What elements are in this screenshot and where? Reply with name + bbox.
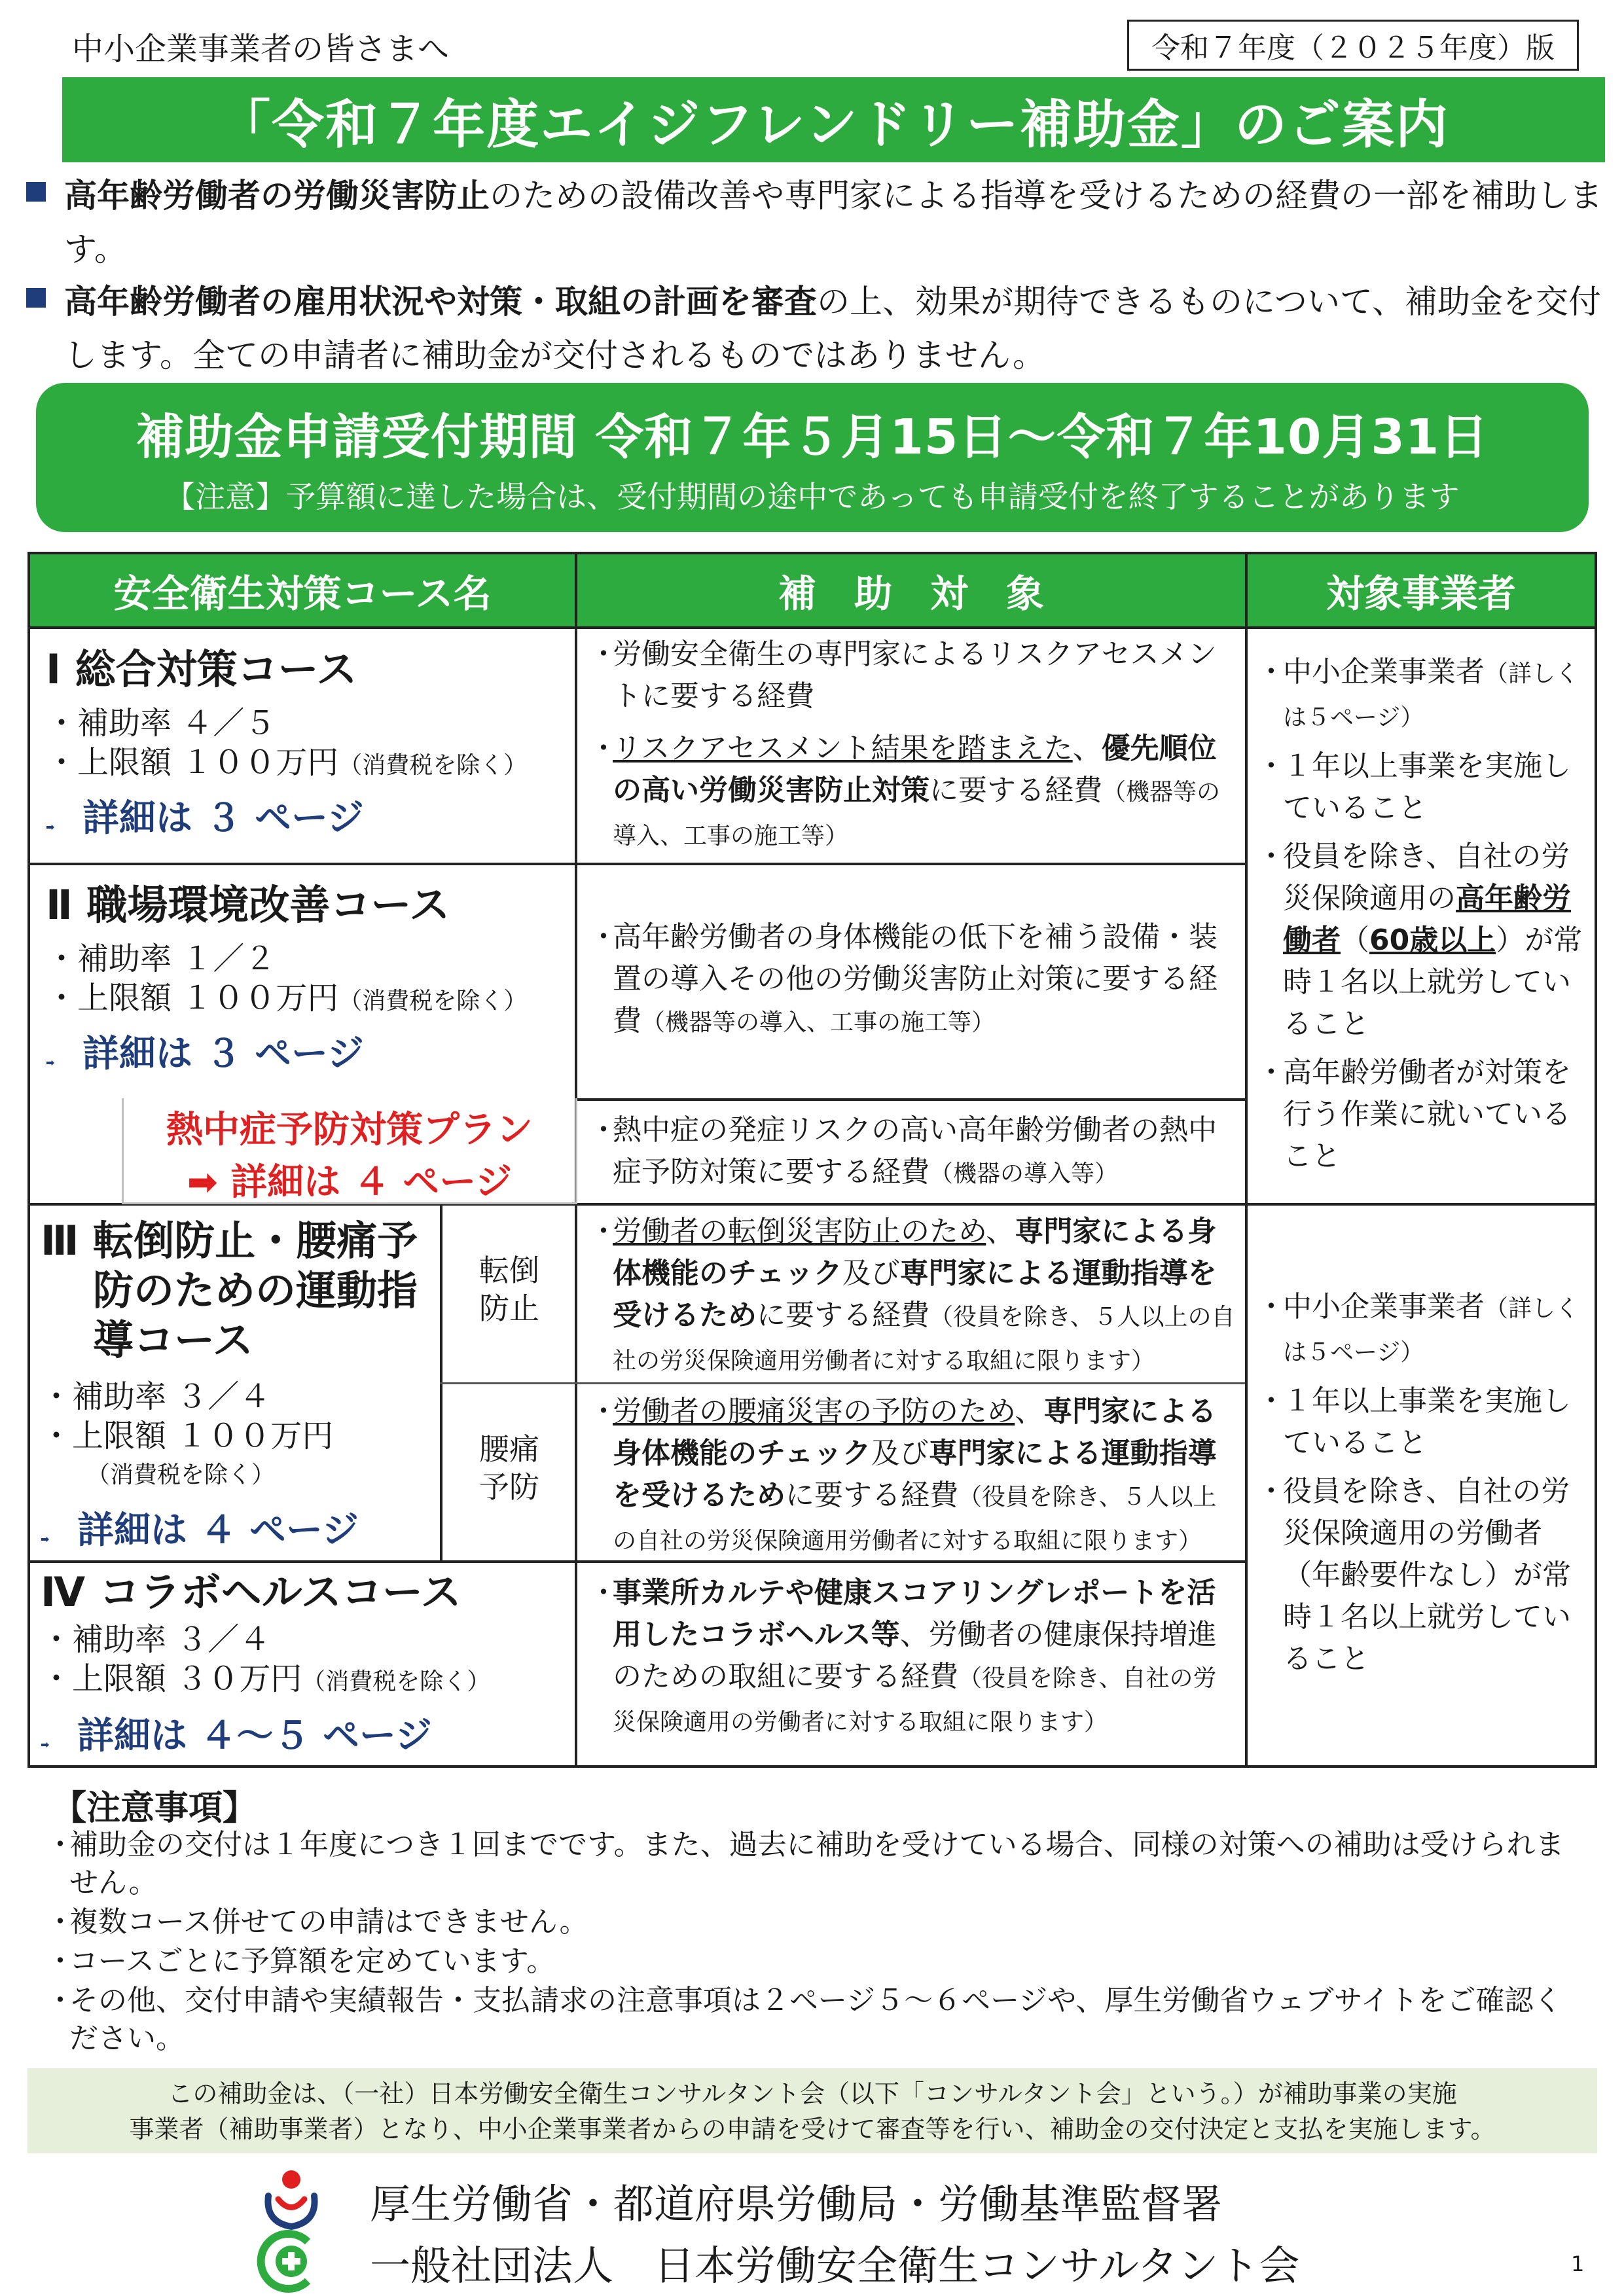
tax-note: （消費税を除く） — [338, 988, 528, 1014]
course-4-limit: ・上限額 ３０万円 — [41, 1660, 302, 1697]
heat-plan-title: 熱中症予防対策プラン — [166, 1109, 533, 1151]
intro-bullet-2: 高年齢労働者の雇用状況や対策・取組の計画を審査の上、効果が期待できるものについて、補助金を交付します。全ての申請者に補助金が交付されるものではありません。 — [26, 275, 1604, 382]
cautions-title: 【注意事項】 — [52, 1789, 257, 1828]
course-3-target-back: ・ 労働者の腰痛災害の予防のため、専門家による身体機能のチェック及び専門家による運動指導を受けるために要する経費（役員を除き、５人以上の自社の労災保険適用労働者に対する取組に限ります） — [589, 1395, 1217, 1554]
course-3-limit: ・上限額 １００万円 — [41, 1418, 334, 1454]
header-subsidy-target: 補 助 対 象 — [577, 554, 1245, 626]
course-3-title-3: 導コース — [93, 1316, 253, 1364]
page-title: 「令和７年度エイジフレンドリー補助金」のご案内 — [62, 77, 1605, 162]
consultant-association-logo-icon — [252, 2229, 324, 2294]
footer-note — [27, 2068, 1597, 2153]
caution-item: ・ その他、交付申請や実績報告・支払請求の注意事項は２ページ５～６ページや、厚生労働省ウェブサイトをご確認ください。 — [46, 1984, 1562, 2055]
header-eligible: 対象事業者 — [1248, 554, 1595, 626]
footer-note-line-1: この補助金は、（一社）日本労働安全衛生コンサルタント会（以下「コンサルタント会」という。）が補助事業の実施 — [168, 2079, 1457, 2108]
course-2-target: ・ 高年齢労働者の身体機能の低下を補う設備・装置の導入その他の労働災害防止対策に要する経費（機器等の導入、工事の施工等） — [589, 920, 1218, 1037]
caution-item: ・ 複数コース併せての申請はできません。 — [46, 1905, 588, 1939]
arrow-right-icon: ➡ — [41, 1738, 50, 1751]
header-course-name: 安全衛生対策コース名 — [30, 554, 575, 626]
course-3-rate: ・補助率 ３／４ — [41, 1378, 271, 1415]
heat-plan-target: ・ 熱中症の発症リスクの高い高年齢労働者の熱中症予防対策に要する経費（機器の導入等） — [589, 1113, 1218, 1189]
course-4-title: Ⅳ コラボヘルスコース — [41, 1568, 461, 1616]
course-3-title: Ⅲ 転倒防止・腰痛予 — [41, 1217, 418, 1265]
tax-note: （消費税を除く） — [302, 1668, 491, 1695]
course-2-rate: ・補助率 １／２ — [46, 941, 276, 977]
org-consultant-association: 一般社団法人 日本労働安全衛生コンサルタント会 — [370, 2242, 1300, 2289]
period-title: 補助金申請受付期間 令和７年５月15日～令和７年10月31日 — [135, 409, 1489, 465]
tax-note: （消費税を除く） — [338, 752, 528, 779]
caution-item: ・ コースごとに予算額を定めています。 — [46, 1945, 556, 1978]
course-1 — [46, 645, 569, 842]
course-2-detail-link[interactable]: ➡ 詳細は ３ ページ — [46, 1033, 364, 1075]
intro-bullet-1: 高年齢労働者の労働災害防止のための設備改善や専門家による指導を受けるための経費の一部を補助します。 — [26, 169, 1604, 276]
page-number: 1 — [1571, 2251, 1585, 2276]
eligible-group-2: ・ 中小企業事業者（詳しくは５ページ） ・ １年以上事業を実施していること ・ 役員を除き、自社の労災保険適用の労働者（年齢要件なし）が常時１名以上就労していること — [1257, 1290, 1579, 1676]
course-1-target: ・ 労働安全衛生の専門家によるリスクアセスメントに要する経費 ・ リスクアセスメント結果を踏まえた、優先順位の高い労働災害防止対策に要する経費（機器等の導入、工事の施工等） — [589, 637, 1221, 850]
heat-plan-box — [122, 1098, 577, 1204]
period-note: 【注意】予算額に達した場合は、受付期間の途中であっても申請受付を終了することがあります — [165, 479, 1460, 514]
course-2-limit: ・上限額 １００万円 — [46, 980, 339, 1016]
mhlw-logo-icon — [255, 2166, 327, 2232]
course-3-title-2: 防のための運動指 — [93, 1266, 418, 1314]
square-bullet-icon — [26, 182, 46, 202]
footer-note-line-2: 事業者（補助事業者）となり、中小企業事業者からの申請を受けて審査等を行い、補助金の交付決定と支払を実施します。 — [129, 2115, 1496, 2144]
cautions-list — [46, 1826, 1591, 2059]
course-2 — [46, 880, 569, 1077]
course-3 — [41, 1216, 440, 1554]
course-1-title: Ⅰ 総合対策コース — [46, 645, 357, 693]
heat-plan-detail-link[interactable]: ➡ 詳細は ４ ページ — [187, 1161, 513, 1204]
tax-note: （消費税を除く） — [86, 1462, 276, 1488]
arrow-right-icon: ➡ — [46, 1056, 55, 1069]
audience-text: 中小企業事業者の皆さまへ — [72, 31, 450, 67]
arrow-right-icon: ➡ — [46, 821, 55, 833]
course-4-target: ・ 事業所カルテや健康スコアリングレポートを活用したコラボヘルス等、労働者の健康保持増進のための取組に要する経費（役員を除き、自社の労災保険適用の労働者に対する取組に限ります） — [589, 1576, 1217, 1736]
sub-label-back-pain: 腰痛 予防 — [479, 1431, 539, 1505]
course-2-title: Ⅱ 職場環境改善コース — [46, 881, 450, 929]
course-4 — [41, 1568, 571, 1759]
caution-item: ・ 補助金の交付は１年度につき１回までです。また、過去に補助を受けている場合、同様の対策への補助は受けられません。 — [46, 1828, 1564, 1899]
edition-label: 令和７年度（２０２５年度）版 — [1127, 20, 1579, 71]
course-1-limit: ・上限額 １００万円 — [46, 744, 339, 781]
course-3-target-fall: ・ 労働者の転倒災害防止のため、専門家による身体機能のチェック及び専門家による運動指導を受けるために要する経費（役員を除き、５人以上の自社の労災保険適用労働者に対する取組に限ります） — [589, 1215, 1235, 1374]
course-4-detail-link[interactable]: ➡ 詳細は ４～５ ページ — [41, 1715, 432, 1757]
sub-label-fall-prevention: 転倒 防止 — [479, 1253, 539, 1326]
eligible-group-1: ・ 中小企業事業者（詳しくは５ページ） ・ １年以上事業を実施していること ・ 役員を除き、自社の労災保険適用の高年齢労働者（60歳以上）が常時１名以上就労していること ・ 高年齢労働者が対策を行う作業に就いていること — [1257, 655, 1583, 1173]
org-mhlw: 厚生労働省・都道府県労働局・労働基準監督署 — [370, 2180, 1223, 2228]
course-1-rate: ・補助率 ４／５ — [46, 705, 276, 742]
course-1-detail-link[interactable]: ➡ 詳細は ３ ページ — [46, 797, 364, 840]
square-bullet-icon — [26, 288, 46, 308]
arrow-right-icon: ➡ — [41, 1533, 50, 1545]
course-3-detail-link[interactable]: ➡ 詳細は ４ ページ — [41, 1509, 359, 1552]
course-4-rate: ・補助率 ３／４ — [41, 1621, 271, 1658]
application-period-box — [36, 383, 1589, 532]
